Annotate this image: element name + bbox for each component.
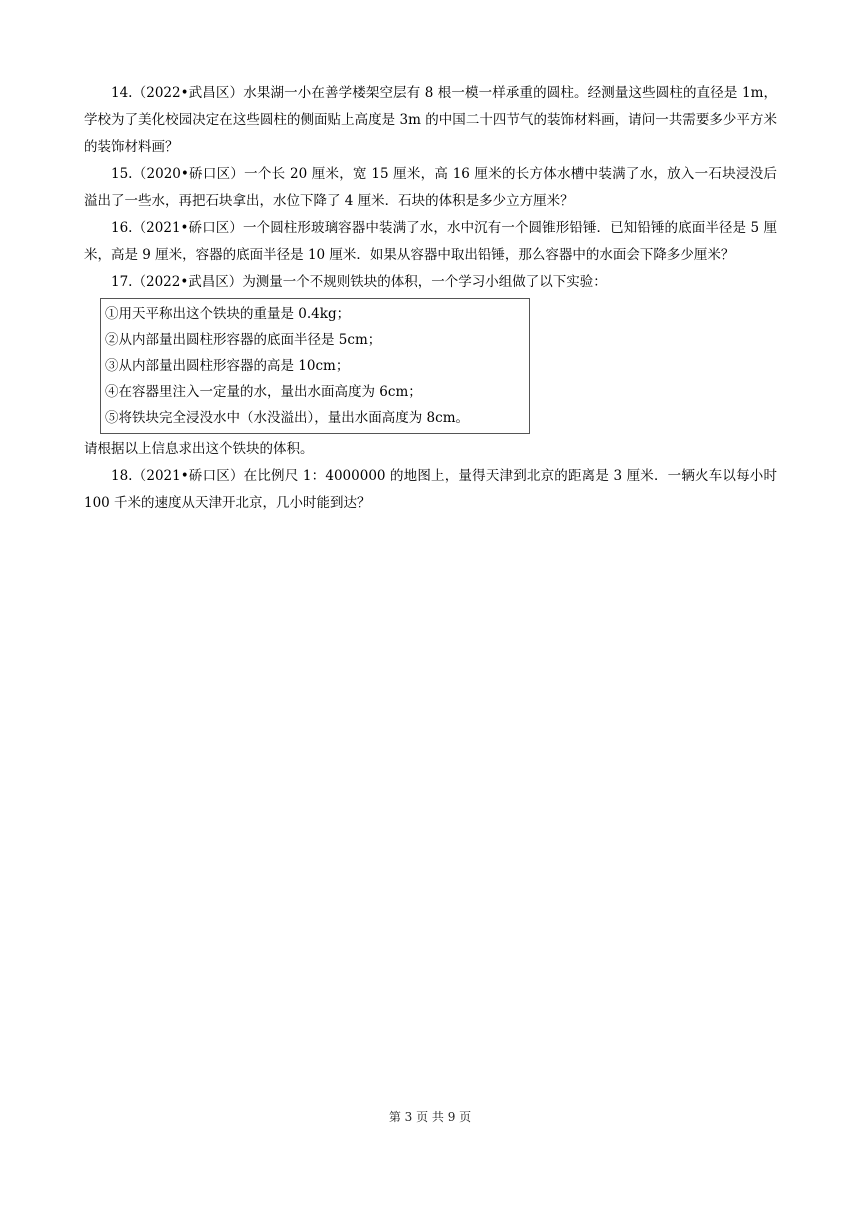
experiment-steps-box: [100, 298, 530, 434]
problem-text: 在比例尺 1：4000000 的地图上，量得天津到北京的距离是 3 厘米．一辆火车以每小时 100 千米的速度从天津开北京，几小时能到达？: [84, 468, 778, 511]
problem-source: （2021•硚口区）: [132, 220, 243, 236]
page-footer: 第 3 页 共 9 页: [388, 1110, 472, 1124]
problem-source: （2020•硚口区）: [132, 166, 245, 182]
problem-17: [84, 269, 777, 296]
problem-number: 15.: [111, 166, 133, 182]
problem-text: 水果湖一小在善学楼架空层有 8 根一模一样承重的圆柱。经测量这些圆柱的直径是 1m，学校为了美化校园决定在这些圆柱的侧面贴上高度是 3m 的中国二十四节气的装饰材料画，请问一共需要多少平方米的装饰材料画？: [84, 85, 777, 155]
problem-number: 18.: [111, 468, 133, 484]
experiment-step-4: ④在容器里注入一定量的水，量出水面高度为 6cm；: [105, 384, 422, 400]
problem-text: 一个长 20 厘米，宽 15 厘米，高 16 厘米的长方体水槽中装满了水，放入一石块浸没后溢出了一些水，再把石块拿出，水位下降了 4 厘米．石块的体积是多少立方厘米？: [84, 166, 777, 209]
problem-15: [84, 161, 777, 215]
problem-text: 一个圆柱形玻璃容器中装满了水，水中沉有一个圆锥形铅锤．已知铅锤的底面半径是 5 厘米，高是 9 厘米，容器的底面半径是 10 厘米．如果从容器中取出铅锤，那么容器中的水面会下降多少厘米？: [84, 220, 777, 263]
problem-17-question: 请根据以上信息求出这个铁块的体积。: [84, 441, 314, 457]
problem-source: （2022•武昌区）: [132, 274, 243, 290]
problem-source: （2021•硚口区）: [132, 468, 244, 484]
experiment-step-3: ③从内部量出圆柱形容器的高是 10cm；: [105, 358, 350, 374]
problem-number: 16.: [111, 220, 133, 236]
experiment-step-1: ①用天平称出这个铁块的重量是 0.4kg；: [105, 306, 351, 322]
problem-list: [84, 80, 777, 517]
problem-number: 14.: [111, 85, 133, 101]
problem-14: [84, 80, 777, 161]
problem-source: （2022•武昌区）: [132, 85, 244, 101]
problem-16: [84, 215, 777, 269]
problem-text: 为测量一个不规则铁块的体积，一个学习小组做了以下实验：: [242, 274, 607, 290]
problem-number: 17.: [111, 274, 133, 290]
experiment-step-5: ⑤将铁块完全浸没水中（水没溢出），量出水面高度为 8cm。: [105, 410, 469, 426]
experiment-step-2: ②从内部量出圆柱形容器的底面半径是 5cm；: [105, 332, 382, 348]
problem-18: [84, 463, 777, 517]
